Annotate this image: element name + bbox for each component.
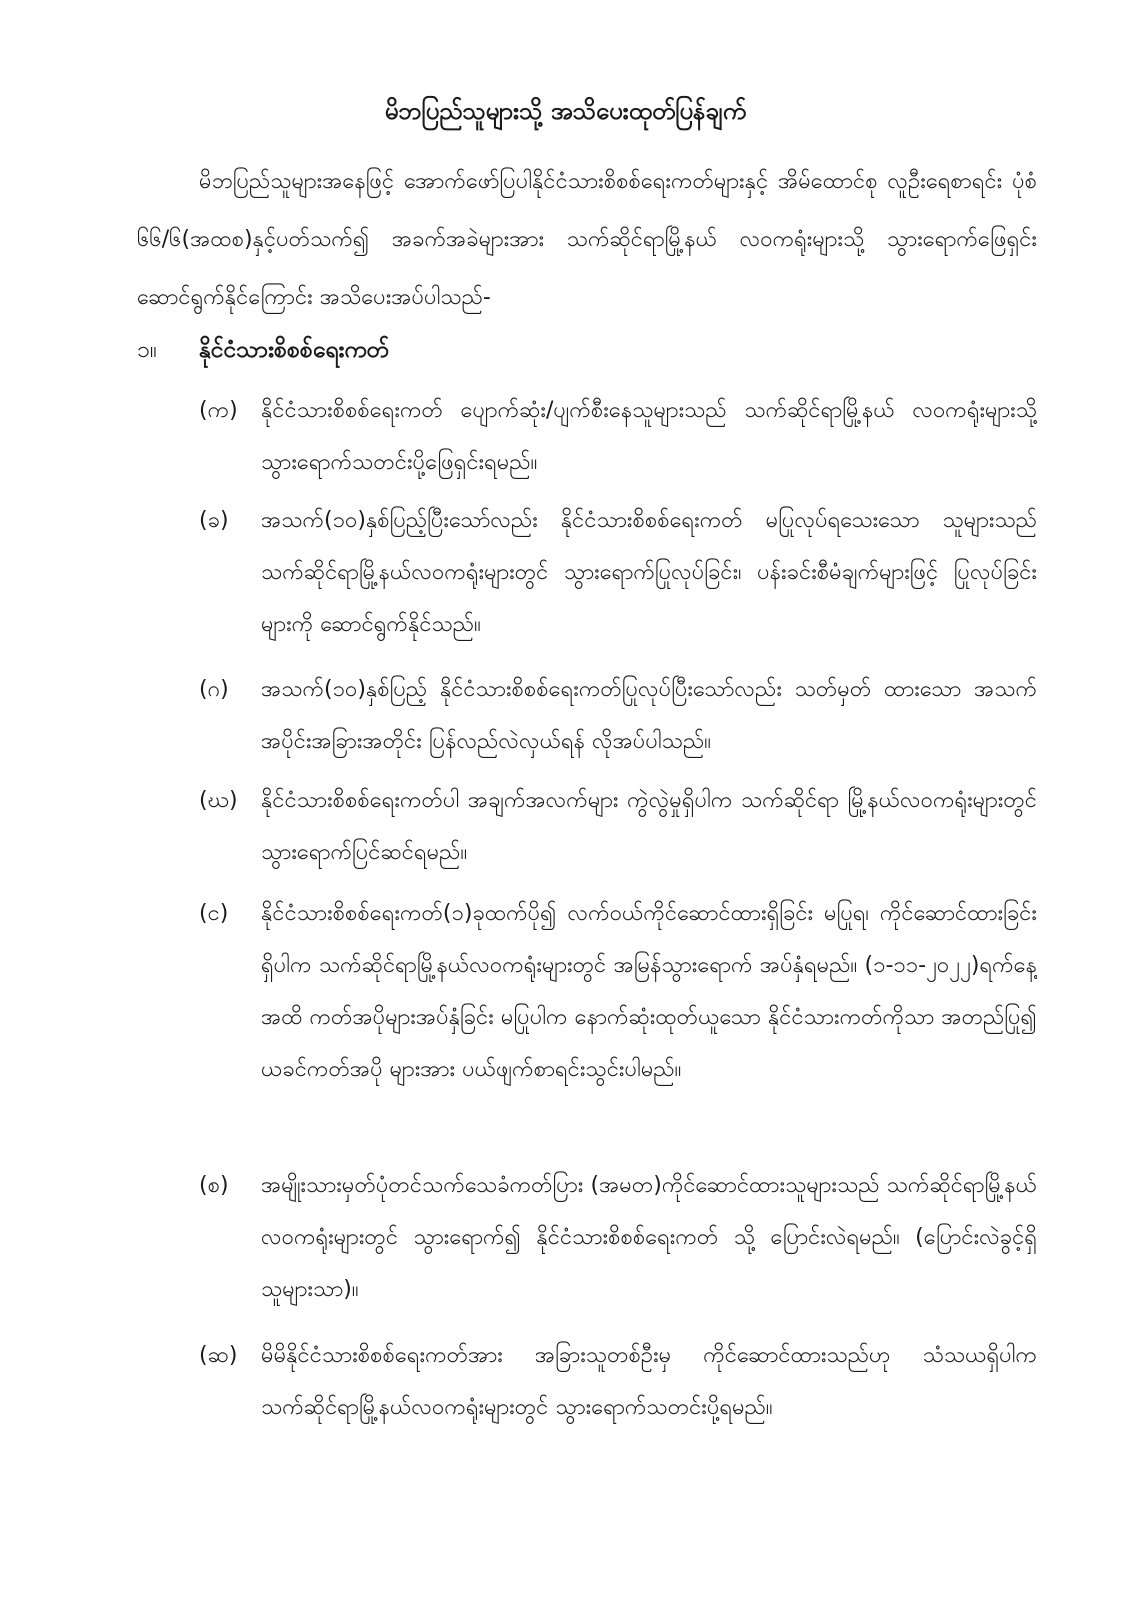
- intro-paragraph: မိဘပြည်သူများအနေဖြင့် အောက်ဖော်ပြပါနိုင်ငံသားစိစစ်ရေးကတ်များနှင့် အိမ်ထောင်စု လူဦးရေစာရင်း ပုံစံ ၆၆/၆(အထစ)နှင့်ပတ်သက်၍ အခက်အခဲများအား သက်ဆိုင်ရာမြို့နယ် လဝကရုံးများသို့ သွားရောက်ဖြေရှင်းဆောင်ရွက်နိုင်ကြောင်း အသိပေးအပ်ပါသည်-: [137, 169, 1037, 310]
- list-item-marker: (ဃ): [199, 788, 238, 813]
- list-item: [199, 385, 1037, 489]
- list-item-text: နိုင်ငံသားစိစစ်ရေးကတ်ပါ အချက်အလက်များ ကွဲလွဲမှုရှိပါက သက်ဆိုင်ရာ မြို့နယ်လဝကရုံးများတွင် သွားရောက်ပြင်ဆင်ရမည်။: [261, 788, 1037, 865]
- list-item: [199, 1330, 1037, 1434]
- list-item: [199, 664, 1037, 768]
- list-item-marker: (စ): [199, 1173, 229, 1198]
- list-item-marker: (ခ): [199, 508, 229, 533]
- section-heading-label: နိုင်ငံသားစိစစ်ရေးကတ်: [199, 337, 390, 363]
- list-item-marker: (င): [199, 901, 229, 926]
- section-heading: [137, 330, 1037, 370]
- list-item-text: နိုင်ငံသားစိစစ်ရေးကတ်(၁)ခုထက်ပို၍ လက်ဝယ်ကိုင်ဆောင်ထားရှိခြင်း မပြုရ၊ ကိုင်ဆောင်ထားခြင်းရှိပါက သက်ဆိုင်ရာမြို့နယ်လဝကရုံးများတွင် အမြန်သွားရောက် အပ်နှံရမည်။ (၁-၁၁-၂၀၂၂)ရက်နေ့အထိ ကတ်အပိုများအပ်နှံခြင်း မပြုပါက နောက်ဆုံးထုတ်ယူသော နိုင်ငံသားကတ်ကိုသာ အတည်ပြု၍ ယခင်ကတ်အပို များအား ပယ်ဖျက်စာရင်းသွင်းပါမည်။: [261, 901, 1037, 1082]
- list-item-marker: (က): [199, 398, 238, 423]
- list-item-marker: (ဆ): [199, 1343, 238, 1368]
- list-item-text: အသက်(၁၀)နှစ်ပြည့်ပြီးသော်လည်း နိုင်ငံသားစိစစ်ရေးကတ် မပြုလုပ်ရသေးသော သူများသည် သက်ဆိုင်ရာမြို့နယ်လဝကရုံးများတွင် သွားရောက်ပြုလုပ်ခြင်း၊ ပန်းခင်းစီမံချက်များဖြင့် ပြုလုပ်ခြင်းများကို ဆောင်ရွက်နိုင်သည်။: [261, 508, 1037, 637]
- list-item: [199, 888, 1037, 1096]
- list-item-text: မိမိနိုင်ငံသားစိစစ်ရေးကတ်အား အခြားသူတစ်ဦးမှ ကိုင်ဆောင်ထားသည်ဟု သံသယရှိပါက သက်ဆိုင်ရာမြို့နယ်လဝကရုံးများတွင် သွားရောက်သတင်းပို့ရမည်။: [261, 1343, 1037, 1420]
- list-item-marker: (ဂ): [199, 677, 229, 702]
- document-title: မိဘပြည်သူများသို့ အသိပေးထုတ်ပြန်ချက်: [384, 97, 747, 125]
- list-item: [199, 1160, 1037, 1316]
- list-item: [199, 775, 1037, 879]
- section-number: ၁။: [137, 337, 157, 363]
- list-item-text: နိုင်ငံသားစိစစ်ရေးကတ် ပျောက်ဆုံး/ပျက်စီးနေသူများသည် သက်ဆိုင်ရာမြို့နယ် လဝကရုံးများသို့ သွားရောက်သတင်းပို့ဖြေရှင်းရမည်။: [261, 398, 1037, 475]
- list-item-text: အသက်(၁၀)နှစ်ပြည့် နိုင်ငံသားစိစစ်ရေးကတ်ပြုလုပ်ပြီးသော်လည်း သတ်မှတ် ထားသော အသက်အပိုင်းအခြားအတိုင်း ပြန်လည်လဲလှယ်ရန် လိုအပ်ပါသည်။: [261, 677, 1037, 754]
- list-item: [199, 495, 1037, 651]
- list-item-text: အမျိုးသားမှတ်ပုံတင်သက်သေခံကတ်ပြား (အမတ)ကိုင်ဆောင်ထားသူများသည် သက်ဆိုင်ရာမြို့နယ်လဝကရုံးများတွင် သွားရောက်၍ နိုင်ငံသားစိစစ်ရေးကတ် သို့ ပြောင်းလဲရမည်။ (ပြောင်းလဲခွင့်ရှိသူများသာ)။: [261, 1173, 1037, 1302]
